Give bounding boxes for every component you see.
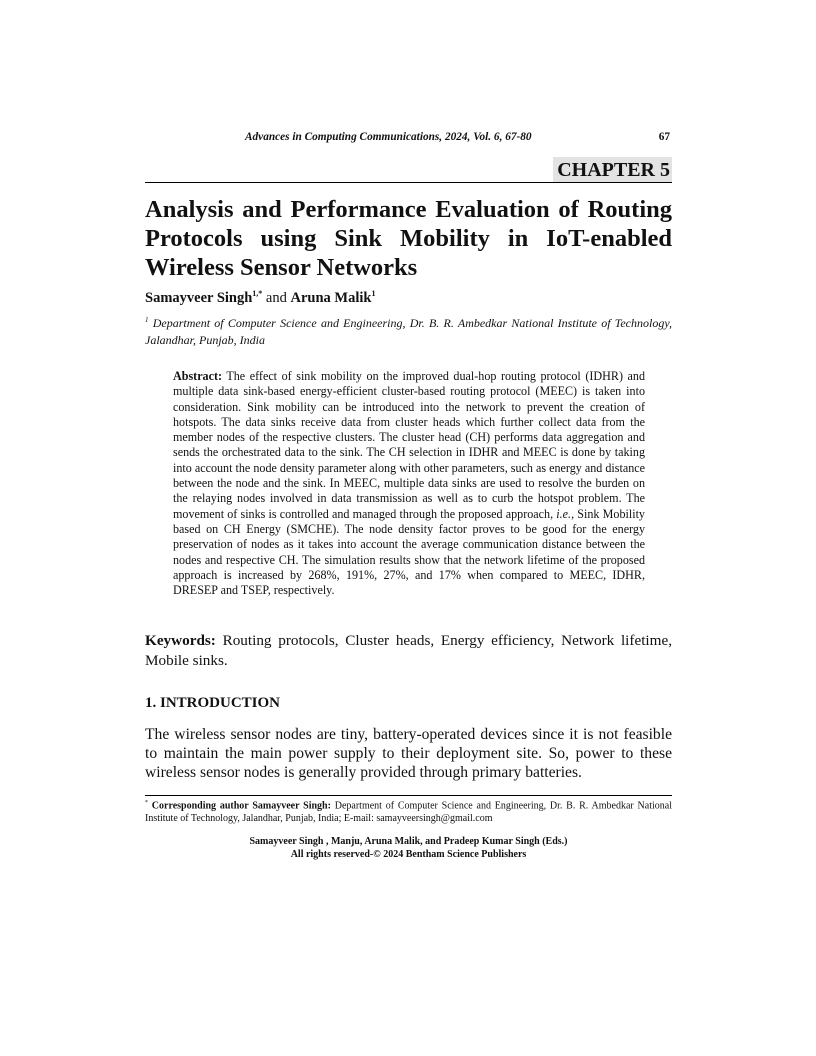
journal-year: , 2024, bbox=[439, 131, 474, 143]
rights: All rights reserved-© 2024 Bentham Science Publishers bbox=[290, 849, 527, 860]
abstract-text: The effect of sink mobility on the improved dual-hop routing protocol (IDHR) and multiple data sink-based energy-efficient cluster-based routing protocol (MEEC) is taken into consideration. Sink mobility can be introduced into the network to prevent the creation of hotspots. The data sinks receive data from cluster heads which further collect data from the member nodes of the respective clusters. The cluster head (CH) performs data aggregation and sends the orchestrated data to the sink. The CH selection in IDHR and MEEC is done by taking into account the node density parameter along with other parameters, such as energy and distance between the node and the sink. In MEEC, multiple data sinks are used to resolve the burden on the relaying nodes involved in data transmission as well as to curb the hotspot problem. The movement of sinks is controlled and managed through the proposed approach, bbox=[173, 369, 645, 521]
abstract bbox=[173, 369, 645, 598]
keywords bbox=[145, 631, 672, 670]
chapter-label: CHAPTER 5 bbox=[553, 157, 672, 182]
publisher-info bbox=[145, 835, 672, 861]
page-number: 67 bbox=[658, 131, 670, 143]
author-and: and bbox=[262, 289, 291, 306]
title-line: Protocols using Sink Mobility in IoT-enabled bbox=[145, 225, 672, 252]
affiliation-text: Department of Computer Science and Engineering, Dr. B. R. Ambedkar National Institute of Technology, Jalandhar, Punjab, India bbox=[145, 316, 672, 347]
journal-pages: , 67-80 bbox=[499, 131, 532, 143]
keywords-label: Keywords: bbox=[145, 632, 216, 649]
page-title bbox=[145, 195, 672, 282]
journal-name: Advances in Computing Communications bbox=[245, 131, 440, 143]
journal-volume: Vol. 6 bbox=[473, 131, 500, 143]
author-sup: 1,* bbox=[252, 289, 263, 298]
affiliation-sup: 1 bbox=[145, 316, 149, 324]
header-divider bbox=[145, 182, 672, 183]
abstract-ie: i.e. bbox=[556, 506, 572, 521]
footnote bbox=[145, 797, 672, 825]
journal-citation bbox=[245, 131, 532, 143]
authors bbox=[145, 289, 375, 307]
title-line: Analysis and Performance Evaluation of Routing bbox=[145, 196, 672, 223]
footnote-sup: * bbox=[145, 800, 148, 806]
body-paragraph: The wireless sensor nodes are tiny, battery-operated devices since it is not feasible to maintain the main power supply to their deployment site. So, power to these wireless sensor nodes is generally provided through primary batteries. bbox=[145, 726, 672, 781]
title-line: Wireless Sensor Networks bbox=[145, 254, 418, 281]
footnote-divider bbox=[145, 795, 672, 796]
section-heading: 1. INTRODUCTION bbox=[145, 695, 281, 711]
abstract-text: , Sink Mobility based on CH Energy (SMCHE). The node density factor proves to be good for the energy preservation of nodes as it takes into account the average communication distance between the nodes and respective CH. The simulation results show that the network lifetime of the proposed approach is increased by 268%, 191%, 27%, and 17% when compared to MEEC, IDHR, DRESEP and TSEP, respectively. bbox=[173, 506, 645, 598]
abstract-label: Abstract: bbox=[173, 369, 223, 383]
editors: Samayveer Singh , Manju, Aruna Malik, and Pradeep Kumar Singh (Eds.) bbox=[249, 836, 568, 847]
footnote-label: Corresponding author Samayveer Singh: bbox=[148, 800, 331, 812]
affiliation bbox=[145, 312, 672, 349]
keywords-text: Routing protocols, Cluster heads, Energy efficiency, Network lifetime, Mobile sinks. bbox=[145, 632, 672, 669]
author-sup: 1 bbox=[371, 289, 376, 298]
author-name: Samayveer Singh bbox=[145, 289, 253, 306]
footnote-text: Department of Computer Science and Engineering, Dr. B. R. Ambedkar National Institute of Technology, Jalandhar, Punjab, India; E-mail: samayveersingh@gmail.com bbox=[145, 800, 672, 824]
running-header bbox=[145, 131, 672, 143]
author-name: Aruna Malik bbox=[290, 289, 372, 306]
